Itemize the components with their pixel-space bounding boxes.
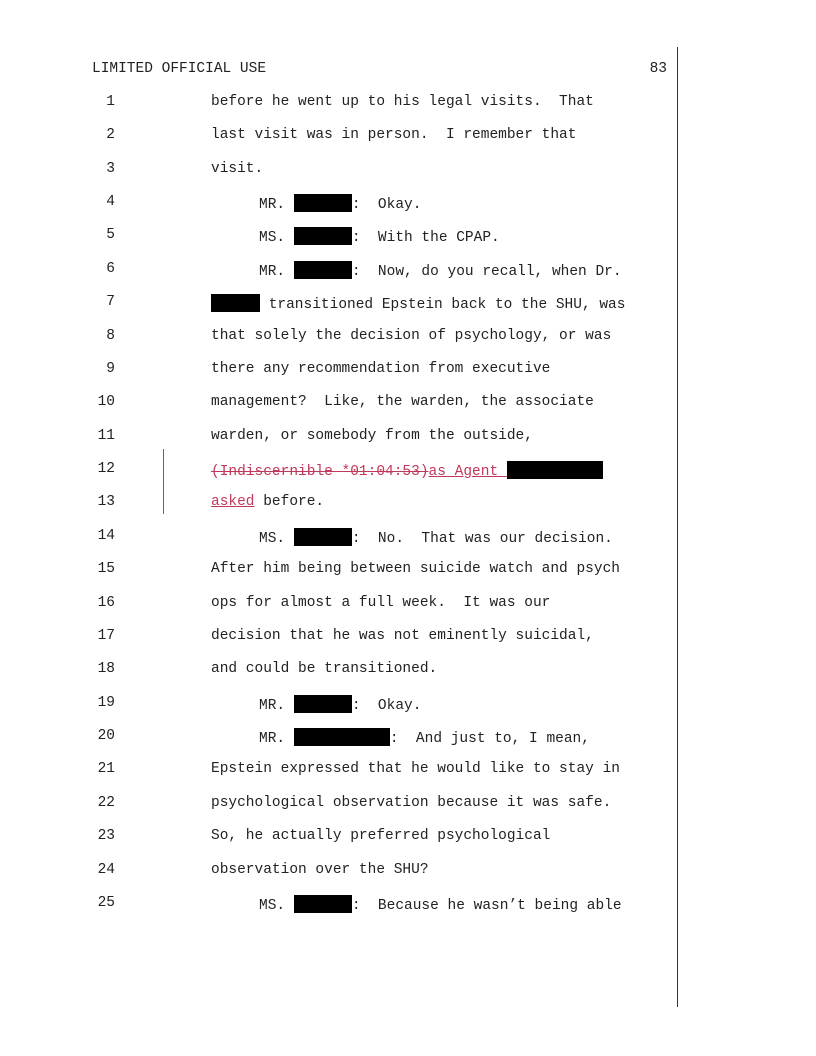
inserted-text: as Agent	[428, 464, 507, 481]
inserted-text: asked	[211, 494, 255, 511]
text-segment: : Okay.	[351, 697, 422, 714]
transcript-line	[0, 261, 677, 285]
line-number: 2	[106, 127, 115, 144]
line-number: 17	[97, 627, 115, 644]
redaction-box	[294, 895, 352, 913]
line-text	[211, 828, 550, 844]
line-text	[211, 494, 324, 510]
line-number: 12	[97, 461, 115, 478]
text-segment: Epstein expressed that he would like to stay in	[211, 761, 620, 778]
transcript-line	[0, 595, 677, 619]
line-text	[259, 528, 613, 547]
redaction-box	[507, 461, 603, 479]
transcript-line	[0, 661, 677, 685]
line-number: 9	[106, 360, 115, 377]
transcript-line	[0, 161, 677, 185]
text-segment: last visit was in person. I remember that	[211, 127, 577, 144]
transcript-line	[0, 127, 677, 151]
transcript-line	[0, 94, 677, 118]
transcript-line	[0, 494, 677, 518]
line-number: 18	[97, 661, 115, 678]
line-text	[211, 561, 620, 577]
line-text	[211, 127, 576, 143]
transcript-line	[0, 394, 677, 418]
line-text	[211, 661, 437, 677]
text-segment: : Okay.	[351, 197, 422, 214]
text-segment: psychological observation because it was safe.	[211, 794, 612, 811]
line-text	[259, 261, 622, 280]
line-number: 5	[106, 227, 115, 244]
line-number: 3	[106, 160, 115, 177]
line-text	[211, 761, 620, 777]
text-segment: : With the CPAP.	[351, 230, 500, 247]
redaction-box	[294, 227, 352, 245]
classification-label: LIMITED OFFICIAL USE	[92, 61, 267, 77]
line-number: 1	[106, 94, 115, 110]
line-text	[211, 328, 611, 344]
text-segment: and could be transitioned.	[211, 661, 438, 678]
page-margin-rule	[677, 47, 678, 1007]
transcript-line	[0, 795, 677, 819]
transcript-line	[0, 561, 677, 585]
text-segment: before.	[254, 494, 325, 511]
text-segment: MS.	[259, 897, 294, 914]
transcript-line	[0, 227, 677, 251]
line-text	[211, 428, 533, 444]
redaction-box	[294, 528, 352, 546]
transcript-line	[0, 695, 677, 719]
line-text	[211, 361, 550, 377]
line-number: 4	[106, 194, 115, 211]
transcript-line	[0, 895, 677, 919]
line-text	[259, 194, 421, 213]
text-segment: MR.	[259, 263, 294, 280]
line-text	[211, 862, 429, 878]
line-text	[259, 227, 500, 246]
text-segment: observation over the SHU?	[211, 861, 429, 878]
transcript-line	[0, 328, 677, 352]
line-text	[259, 728, 590, 747]
text-segment: MR.	[259, 697, 294, 714]
transcript-line	[0, 294, 677, 318]
line-text	[211, 94, 594, 110]
text-segment: transitioned Epstein back to the SHU, was	[260, 297, 626, 314]
transcript-line	[0, 761, 677, 785]
transcript-line	[0, 528, 677, 552]
redaction-box	[294, 261, 352, 279]
line-number: 7	[106, 294, 115, 311]
transcript-line	[0, 862, 677, 886]
transcript-line	[0, 194, 677, 218]
redaction-box	[211, 294, 260, 312]
text-segment: MR.	[259, 197, 294, 214]
line-number: 10	[97, 394, 115, 411]
line-text	[211, 628, 594, 644]
transcript-line	[0, 728, 677, 752]
line-text	[211, 394, 594, 410]
line-number: 16	[97, 594, 115, 611]
text-segment: MS.	[259, 530, 294, 547]
line-text	[211, 461, 603, 480]
transcript-line	[0, 428, 677, 452]
line-text	[211, 161, 263, 177]
text-segment: : Now, do you recall, when Dr.	[351, 263, 622, 280]
line-number: 24	[97, 861, 115, 878]
transcript-line	[0, 628, 677, 652]
line-number: 22	[97, 794, 115, 811]
text-segment: management? Like, the warden, the associate	[211, 394, 594, 411]
line-number: 6	[106, 260, 115, 277]
text-segment: that solely the decision of psychology, or was	[211, 327, 612, 344]
text-segment: visit.	[211, 160, 264, 177]
transcript-line	[0, 461, 677, 485]
line-text	[211, 294, 625, 313]
line-number: 23	[97, 828, 115, 845]
redaction-box	[294, 194, 352, 212]
line-number: 19	[97, 694, 115, 711]
line-number: 13	[97, 494, 115, 511]
text-segment: before he went up to his legal visits. That	[211, 94, 594, 110]
line-number: 8	[106, 327, 115, 344]
transcript-line	[0, 361, 677, 385]
line-number: 21	[97, 761, 115, 778]
page-header	[92, 61, 667, 77]
text-segment: MR.	[259, 731, 294, 748]
text-segment: there any recommendation from executive	[211, 360, 551, 377]
redaction-box	[294, 695, 352, 713]
line-text	[259, 895, 622, 914]
redaction-box	[294, 728, 390, 746]
line-text	[259, 695, 421, 714]
text-segment: : And just to, I mean,	[389, 731, 590, 748]
text-segment: warden, or somebody from the outside,	[211, 427, 533, 444]
text-segment: : Because he wasn’t being able	[351, 897, 622, 914]
line-text	[211, 795, 611, 811]
text-segment: After him being between suicide watch and psych	[211, 561, 620, 578]
transcript-line	[0, 828, 677, 852]
line-number: 25	[97, 894, 115, 911]
text-segment: MS.	[259, 230, 294, 247]
line-number: 11	[97, 427, 115, 444]
text-segment: So, he actually preferred psychological	[211, 828, 551, 845]
text-segment: decision that he was not eminently suicidal,	[211, 627, 594, 644]
text-segment: : No. That was our decision.	[351, 530, 613, 547]
page-number: 83	[649, 61, 667, 77]
text-segment: ops for almost a full week. It was our	[211, 594, 551, 611]
line-number: 15	[97, 561, 115, 578]
line-number: 20	[97, 728, 115, 745]
line-number: 14	[97, 527, 115, 544]
deleted-text: (Indiscernible *01:04:53)	[211, 464, 429, 481]
line-text	[211, 595, 550, 611]
